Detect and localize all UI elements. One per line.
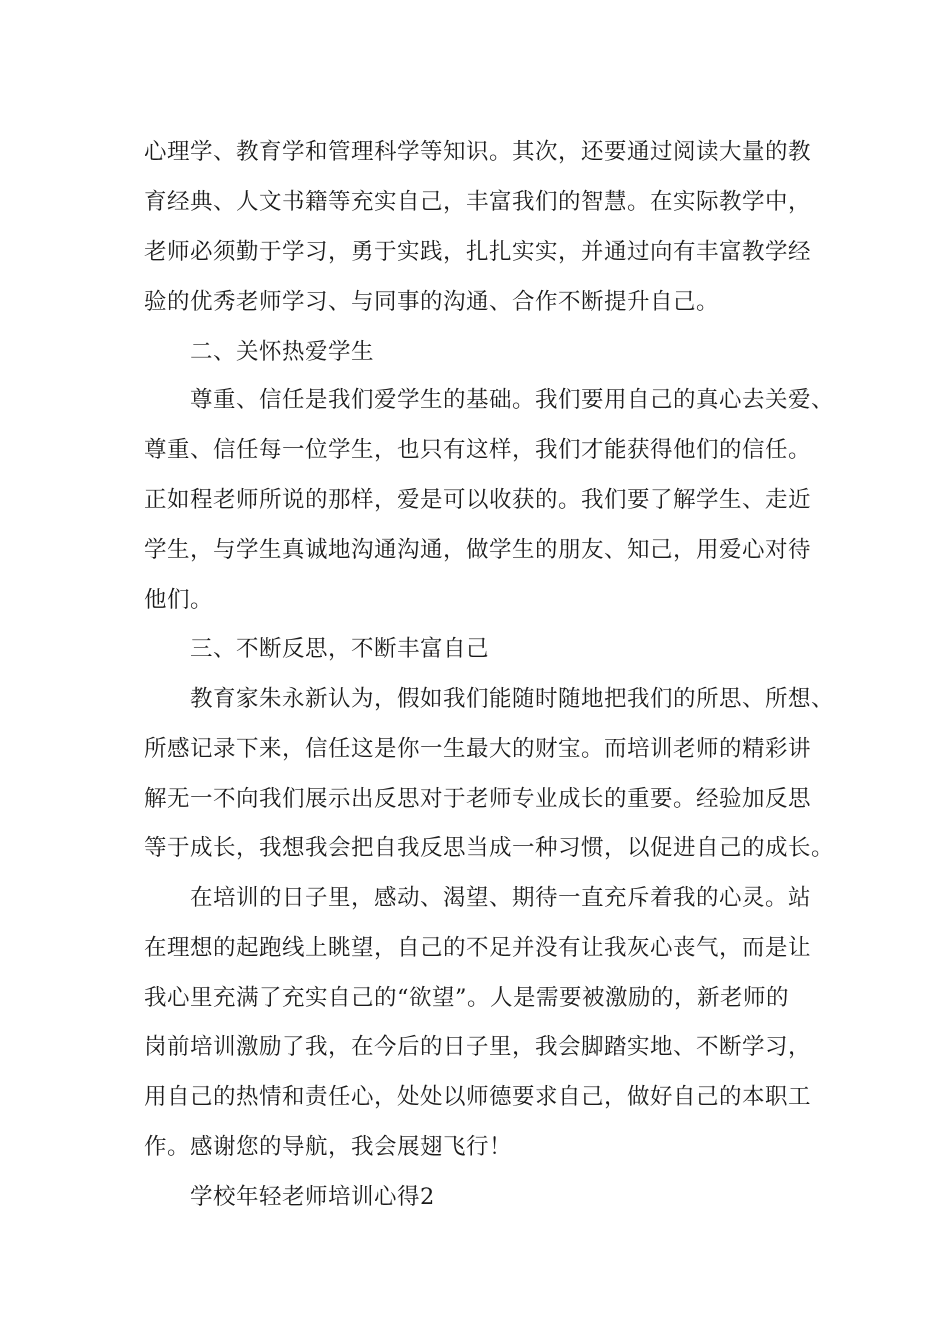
text-line: 尊重、信任每一位学生，也只有这样，我们才能获得他们的信任。 [144, 437, 812, 463]
text-line: 所感记录下来，信任这是你一生最大的财宝。而培训老师的精彩讲 [144, 736, 812, 762]
text-line: 作。感谢您的导航，我会展翅飞行！ [144, 1134, 513, 1160]
text-line: 学生，与学生真诚地沟通沟通，做学生的朋友、知己，用爱心对待 [144, 537, 812, 563]
section-heading: 二、关怀热爱学生 [190, 339, 375, 365]
document-title: 学校年轻老师培训心得2 [190, 1184, 435, 1210]
text-line: 在理想的起跑线上眺望，自己的不足并没有让我灰心丧气，而是让 [144, 935, 812, 961]
text-line: 等于成长，我想我会把自我反思当成一种习惯，以促进自己的成长。 [144, 835, 835, 861]
text-line: 教育家朱永新认为，假如我们能随时随地把我们的所思、所想、 [190, 686, 835, 712]
text-line: 解无一不向我们展示出反思对于老师专业成长的重要。经验加反思 [144, 786, 812, 812]
text-line: 他们。 [144, 587, 214, 613]
text-line: 尊重、信任是我们爱学生的基础。我们要用自己的真心去关爱、 [190, 387, 835, 413]
text-line: 验的优秀老师学习、与同事的沟通、合作不断提升自己。 [144, 289, 720, 315]
text-line: 岗前培训激励了我，在今后的日子里，我会脚踏实地、不断学习， [144, 1034, 812, 1060]
text-line: 老师必须勤于学习，勇于实践，扎扎实实，并通过向有丰富教学经 [144, 239, 812, 265]
text-line: 在培训的日子里，感动、渴望、期待一直充斥着我的心灵。站 [190, 885, 812, 911]
text-line: 育经典、人文书籍等充实自己，丰富我们的智慧。在实际教学中， [144, 189, 812, 215]
text-line: 正如程老师所说的那样，爱是可以收获的。我们要了解学生、走近 [144, 487, 812, 513]
text-line: 我心里充满了充实自己的“欲望”。人是需要被激励的，新老师的 [144, 985, 790, 1011]
section-heading: 三、不断反思，不断丰富自己 [190, 636, 490, 662]
text-line: 心理学、教育学和管理科学等知识。其次，还要通过阅读大量的教 [144, 139, 812, 165]
text-line: 用自己的热情和责任心，处处以师德要求自己，做好自己的本职工 [144, 1084, 812, 1110]
